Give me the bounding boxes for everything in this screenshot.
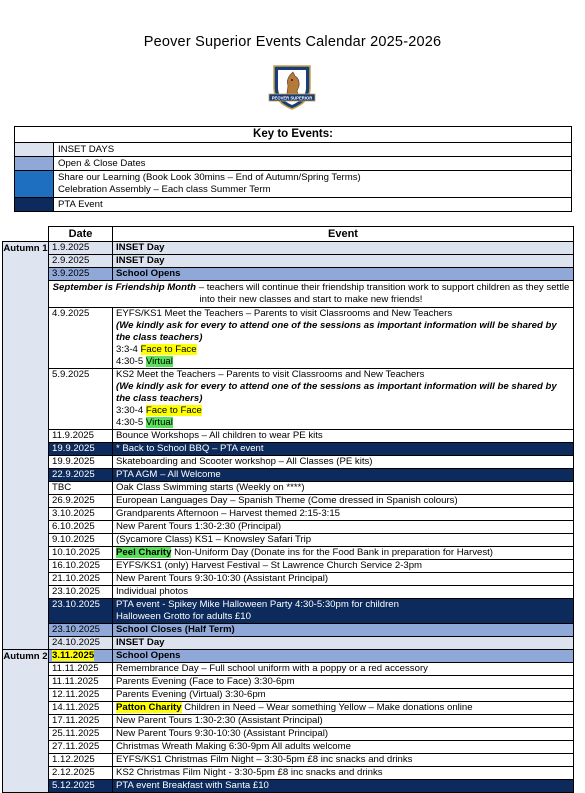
- row-date: 26.9.2025: [49, 495, 113, 508]
- row-event: School Opens: [113, 650, 574, 663]
- row-event: [113, 599, 574, 624]
- row-event-note: (We kindly ask for every to attend one of the sessions as important information will be shared by the class teachers): [116, 381, 557, 404]
- session-face-to-face: Face to Face: [140, 344, 197, 355]
- key-swatch-pta: [15, 198, 54, 212]
- key-swatch-open-close: [15, 157, 54, 171]
- key-swatch-inset: [15, 143, 54, 157]
- row-date: 14.11.2025: [49, 702, 113, 715]
- row-event: Skateboarding and Scooter workshop – All Classes (PE kits): [113, 456, 574, 469]
- session-face-to-face: Face to Face: [145, 405, 202, 416]
- friendship-month-note: [49, 281, 574, 308]
- key-label-inset: INSET DAYS: [54, 143, 572, 157]
- session-time: 4:30-5: [116, 356, 144, 367]
- key-label-pta: PTA Event: [54, 198, 572, 212]
- term-label-autumn-2: Autumn 2: [3, 650, 49, 793]
- row-event: INSET Day: [113, 255, 574, 268]
- charity-label: Peel Charity: [116, 547, 172, 558]
- table-row: [3, 495, 574, 508]
- row-date: 17.11.2025: [49, 715, 113, 728]
- table-row: [3, 650, 574, 663]
- row-date: 22.9.2025: [49, 469, 113, 482]
- table-row: [3, 702, 574, 715]
- table-row: [3, 573, 574, 586]
- row-date: 9.10.2025: [49, 534, 113, 547]
- table-row: [3, 767, 574, 780]
- row-event: School Closes (Half Term): [113, 624, 574, 637]
- row-event: Oak Class Swimming starts (Weekly on ****): [113, 482, 574, 495]
- row-date: 11.9.2025: [49, 430, 113, 443]
- row-date: 5.12.2025: [49, 780, 113, 793]
- row-date: [49, 650, 113, 663]
- events-table: [2, 226, 574, 793]
- row-date: 5.9.2025: [49, 369, 113, 430]
- row-date: 1.12.2025: [49, 754, 113, 767]
- table-row: [3, 534, 574, 547]
- term-label-autumn-1: Autumn 1: [3, 242, 49, 650]
- table-row: [3, 456, 574, 469]
- row-event: [113, 369, 574, 430]
- table-row: [3, 268, 574, 281]
- row-event: New Parent Tours 1:30-2:30 (Principal): [113, 521, 574, 534]
- table-row: [3, 637, 574, 650]
- row-date-highlight: 3.11.2025: [52, 650, 95, 661]
- friendship-month-row: [3, 281, 574, 308]
- key-label-share-line2: Celebration Assembly – Each class Summer Term: [58, 184, 271, 195]
- table-row: [3, 663, 574, 676]
- row-event-text: Non-Uniform Day (Donate ins for the Food Bank in preparation for Harvest): [171, 547, 493, 558]
- table-row: [3, 624, 574, 637]
- table-row: [3, 547, 574, 560]
- table-row: [3, 482, 574, 495]
- row-event: [113, 308, 574, 369]
- row-event: [113, 547, 574, 560]
- row-date: 1.9.2025: [49, 242, 113, 255]
- row-event: New Parent Tours 9:30-10:30 (Assistant Principal): [113, 728, 574, 741]
- table-row: [3, 586, 574, 599]
- row-date: 10.10.2025: [49, 547, 113, 560]
- page-title: Peover Superior Events Calendar 2025-2026: [143, 34, 442, 50]
- table-row: [3, 689, 574, 702]
- row-event: Individual photos: [113, 586, 574, 599]
- row-date: 12.11.2025: [49, 689, 113, 702]
- table-row: [3, 599, 574, 624]
- table-row: [3, 469, 574, 482]
- row-event: Parents Evening (Virtual) 3:30-6pm: [113, 689, 574, 702]
- table-row: [3, 255, 574, 268]
- row-date: TBC: [49, 482, 113, 495]
- row-date: 23.10.2025: [49, 624, 113, 637]
- row-event: New Parent Tours 1:30-2:30 (Assistant Principal): [113, 715, 574, 728]
- friendship-month-title: September is Friendship Month: [52, 282, 197, 293]
- row-date: 21.10.2025: [49, 573, 113, 586]
- table-row: [3, 308, 574, 369]
- row-date: 19.9.2025: [49, 443, 113, 456]
- table-row: [3, 521, 574, 534]
- row-event-note: (We kindly ask for every to attend one of the sessions as important information will be shared by the class teachers): [116, 320, 557, 343]
- school-crest-logo: [266, 62, 318, 112]
- table-row: [3, 430, 574, 443]
- row-date: 4.9.2025: [49, 308, 113, 369]
- table-row: [3, 741, 574, 754]
- table-row: [3, 676, 574, 689]
- row-event: Remembrance Day – Full school uniform with a poppy or a red accessory: [113, 663, 574, 676]
- row-event: Grandparents Afternoon – Harvest themed 2:15-3:15: [113, 508, 574, 521]
- table-row: [3, 754, 574, 767]
- key-label-open-close: Open & Close Dates: [54, 157, 572, 171]
- row-date: 24.10.2025: [49, 637, 113, 650]
- row-event: EYFS/KS1 Christmas Film Night – 3:30-5pm £8 inc snacks and drinks: [113, 754, 574, 767]
- row-event: [113, 702, 574, 715]
- row-event: INSET Day: [113, 242, 574, 255]
- row-event-line: Halloween Grotto for adults £10: [116, 611, 251, 622]
- row-event-line: PTA event - Spikey Mike Halloween Party 4:30-5:30pm for children: [116, 599, 399, 610]
- row-event: School Opens: [113, 268, 574, 281]
- friendship-month-text: – teachers will continue their friendship transition work to support children as they settle into their new classes and start to make new friends!: [196, 282, 570, 305]
- row-event-text: Children in Need – Wear something Yellow – Make donations online: [181, 702, 473, 713]
- row-date: 2.12.2025: [49, 767, 113, 780]
- key-swatch-share: [15, 171, 54, 198]
- date-column-header: Date: [49, 227, 113, 242]
- row-date: 23.10.2025: [49, 599, 113, 624]
- charity-label: Patton Charity: [116, 702, 182, 713]
- session-virtual: Virtual: [145, 356, 173, 367]
- row-event: KS2 Christmas Film Night - 3:30-5pm £8 inc snacks and drinks: [113, 767, 574, 780]
- row-event: New Parent Tours 9:30-10:30 (Assistant Principal): [113, 573, 574, 586]
- table-row: [3, 443, 574, 456]
- table-row: [3, 560, 574, 573]
- table-row: [3, 780, 574, 793]
- table-row: [3, 728, 574, 741]
- row-event: European Languages Day – Spanish Theme (Come dressed in Spanish colours): [113, 495, 574, 508]
- table-header-row: [3, 227, 574, 242]
- table-row: [3, 715, 574, 728]
- row-event: Christmas Wreath Making 6:30-9pm All adults welcome: [113, 741, 574, 754]
- session-time: 4:30-5: [116, 417, 144, 428]
- row-date: 23.10.2025: [49, 586, 113, 599]
- row-event: (Sycamore Class) KS1 – Knowsley Safari Trip: [113, 534, 574, 547]
- table-row: [3, 242, 574, 255]
- row-event: INSET Day: [113, 637, 574, 650]
- row-date: 11.11.2025: [49, 676, 113, 689]
- row-date: 19.9.2025: [49, 456, 113, 469]
- row-date: 11.11.2025: [49, 663, 113, 676]
- row-event: EYFS/KS1 (only) Harvest Festival – St Lawrence Church Service 2-3pm: [113, 560, 574, 573]
- row-date: 2.9.2025: [49, 255, 113, 268]
- row-date: 3.10.2025: [49, 508, 113, 521]
- row-date: 6.10.2025: [49, 521, 113, 534]
- key-label-share-line1: Share our Learning (Book Look 30mins – End of Autumn/Spring Terms): [58, 172, 361, 183]
- key-heading: Key to Events:: [15, 127, 572, 143]
- row-event: PTA event Breakfast with Santa £10: [113, 780, 574, 793]
- row-event: Bounce Workshops – All children to wear PE kits: [113, 430, 574, 443]
- table-row: [3, 369, 574, 430]
- key-label-share: [54, 171, 572, 198]
- table-row: [3, 508, 574, 521]
- logo-banner-text: PEOVER SUPERIOR: [271, 95, 313, 101]
- row-event: PTA AGM – All Welcome: [113, 469, 574, 482]
- row-date: 27.11.2025: [49, 741, 113, 754]
- row-event: * Back to School BBQ – PTA event: [113, 443, 574, 456]
- session-time: 3:3-4: [116, 344, 138, 355]
- session-time: 3:30-4: [116, 405, 144, 416]
- row-event: Parents Evening (Face to Face) 3:30-6pm: [113, 676, 574, 689]
- row-date: 16.10.2025: [49, 560, 113, 573]
- row-event-line: KS2 Meet the Teachers – Parents to visit Classrooms and New Teachers: [116, 369, 425, 380]
- row-date: 25.11.2025: [49, 728, 113, 741]
- row-event-line: EYFS/KS1 Meet the Teachers – Parents to visit Classrooms and New Teachers: [116, 308, 453, 319]
- session-virtual: Virtual: [145, 417, 173, 428]
- key-table: [14, 126, 572, 212]
- row-date: 3.9.2025: [49, 268, 113, 281]
- event-column-header: Event: [113, 227, 574, 242]
